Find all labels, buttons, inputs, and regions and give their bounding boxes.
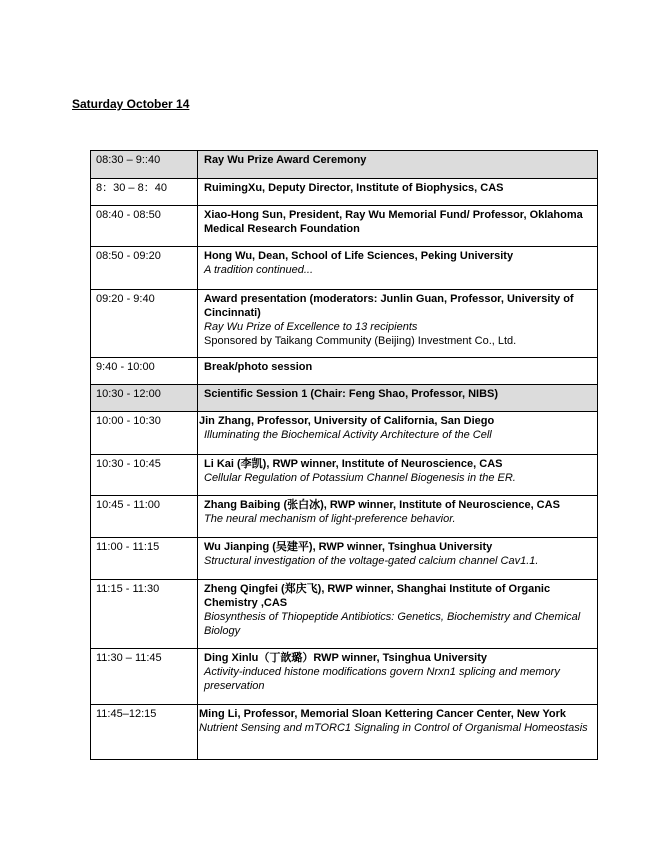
session-title: Break/photo session <box>204 361 313 373</box>
schedule-row <box>91 290 598 358</box>
time-cell: 8：30 – 8：40 <box>91 179 198 206</box>
session-title: Ming Li, Professor, Memorial Sloan Kettering Cancer Center, New York <box>199 708 566 720</box>
description-cell <box>198 206 598 247</box>
time-cell: 11:00 - 11:15 <box>91 538 198 580</box>
time-cell: 11:15 - 11:30 <box>91 580 198 649</box>
time-cell: 9:40 - 10:00 <box>91 358 198 385</box>
description-cell <box>198 455 598 496</box>
session-title: Zheng Qingfei (郑庆飞), RWP winner, Shanghai Institute of Organic Chemistry ,CAS <box>204 583 551 609</box>
session-title: Xiao-Hong Sun, President, Ray Wu Memorial Fund/ Professor, Oklahoma Medical Research Foundation <box>204 209 583 235</box>
schedule-row <box>91 455 598 496</box>
time-cell: 11:45–12:15 <box>91 705 198 760</box>
schedule-row <box>91 412 598 455</box>
time-cell: 10:00 - 10:30 <box>91 412 198 455</box>
time-cell: 08:40 - 08:50 <box>91 206 198 247</box>
session-title: Jin Zhang, Professor, University of California, San Diego <box>199 415 495 427</box>
talk-title: Structural investigation of the voltage-gated calcium channel Cav1.1. <box>204 555 539 567</box>
session-title: Scientific Session 1 (Chair: Feng Shao, Professor, NIBS) <box>204 388 499 400</box>
talk-title: Activity-induced histone modifications govern Nrxn1 splicing and memory preservation <box>204 666 560 692</box>
time-cell: 10:45 - 11:00 <box>91 496 198 538</box>
schedule-row <box>91 705 598 760</box>
schedule-row <box>91 385 598 412</box>
description-cell <box>198 705 598 760</box>
schedule-row <box>91 496 598 538</box>
talk-title: Biosynthesis of Thiopeptide Antibiotics: Genetics, Biochemistry and Chemical Biology <box>204 611 581 637</box>
talk-title: Nutrient Sensing and mTORC1 Signaling in Control of Organismal Homeostasis <box>199 722 588 734</box>
description-cell <box>198 290 598 358</box>
talk-title: Illuminating the Biochemical Activity Architecture of the Cell <box>204 429 492 441</box>
talk-title: The neural mechanism of light-preference behavior. <box>204 513 456 525</box>
schedule-row <box>91 247 598 290</box>
schedule-row <box>91 649 598 705</box>
schedule-row <box>91 538 598 580</box>
description-cell <box>198 496 598 538</box>
description-cell <box>198 538 598 580</box>
schedule-row <box>91 358 598 385</box>
session-title: Ding Xinlu（丁歆璐）RWP winner, Tsinghua University <box>204 652 487 664</box>
schedule-table <box>90 150 598 760</box>
description-cell <box>198 385 598 412</box>
time-cell: 10:30 - 12:00 <box>91 385 198 412</box>
session-title: Wu Jianping (吴建平), RWP winner, Tsinghua University <box>204 541 493 553</box>
description-cell <box>198 358 598 385</box>
description-cell <box>198 412 598 455</box>
session-title: Li Kai (李凯), RWP winner, Institute of Neuroscience, CAS <box>204 458 503 470</box>
description-cell <box>198 580 598 649</box>
description-cell <box>198 151 598 179</box>
schedule-row <box>91 179 598 206</box>
session-title: Hong Wu, Dean, School of Life Sciences, Peking University <box>204 250 514 262</box>
talk-title: Ray Wu Prize of Excellence to 13 recipients <box>204 321 418 333</box>
time-cell: 08:50 - 09:20 <box>91 247 198 290</box>
time-cell: 08:30 – 9::40 <box>91 151 198 179</box>
description-cell <box>198 179 598 206</box>
time-cell: 09:20 - 9:40 <box>91 290 198 358</box>
sponsor-note: Sponsored by Taikang Community (Beijing) Investment Co., Ltd. <box>204 335 517 347</box>
session-title: RuimingXu, Deputy Director, Institute of Biophysics, CAS <box>204 182 504 194</box>
description-cell <box>198 247 598 290</box>
page-heading: Saturday October 14 <box>72 97 190 111</box>
time-cell: 10:30 - 10:45 <box>91 455 198 496</box>
schedule-row <box>91 580 598 649</box>
talk-title: A tradition continued... <box>204 264 314 276</box>
schedule-row <box>91 206 598 247</box>
session-title: Award presentation (moderators: Junlin Guan, Professor, University of Cincinnati) <box>204 293 574 319</box>
talk-title: Cellular Regulation of Potassium Channel Biogenesis in the ER. <box>204 472 516 484</box>
session-title: Zhang Baibing (张白冰), RWP winner, Institute of Neuroscience, CAS <box>204 499 560 511</box>
description-cell <box>198 649 598 705</box>
schedule-row <box>91 151 598 179</box>
session-title: Ray Wu Prize Award Ceremony <box>204 154 367 166</box>
time-cell: 11:30 – 11:45 <box>91 649 198 705</box>
